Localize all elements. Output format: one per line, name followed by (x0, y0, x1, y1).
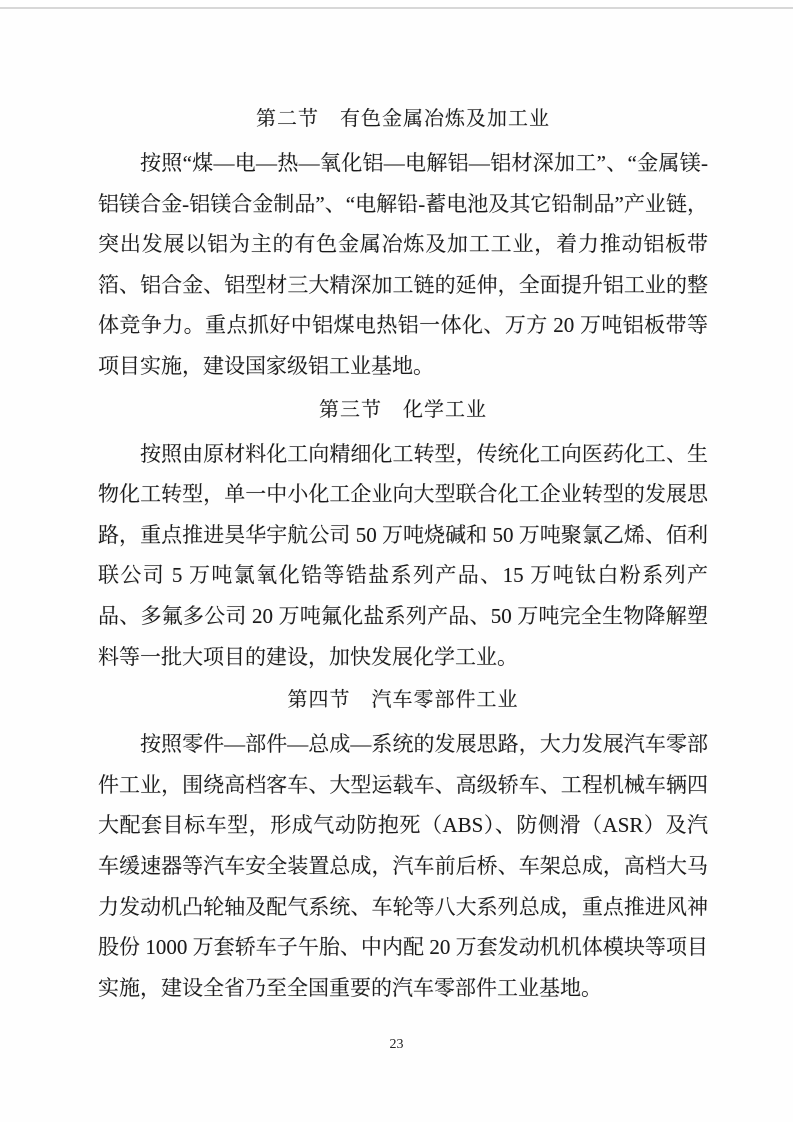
page-number: 23 (389, 1037, 404, 1052)
scan-edge-artifact (0, 7, 793, 9)
section-heading-nonferrous-metals: 第二节 有色金属冶炼及加工业 (256, 108, 550, 130)
section-heading-chemical-industry: 第三节 化学工业 (319, 398, 487, 421)
section-paragraph-nonferrous-metals: 按照“煤—电—热—氧化铝—电解铝—铝材深加工”、“金属镁-铝镁合金-铝镁合金制品”、“电解铅-蓄电池及其它铅制品”产业链，突出发展以铝为主的有色金属冶炼及加工工业，着力推动铝板带箔、铝合金、铝型材三大精深加工链的延伸，全面提升铝工业的整体竞争力。重点抓好中铝煤电热铝一体化、万方 20 万吨铝板带等项目实施，建设国家级铝工业基地。 (98, 151, 708, 378)
section-heading-auto-parts: 第四节 汽车零部件工业 (287, 689, 519, 712)
page-content (98, 96, 708, 1008)
section-paragraph-auto-parts: 按照零件—部件—总成—系统的发展思路，大力发展汽车零部件工业，围绕高档客车、大型运载车、高级轿车、工程机械车辆四大配套目标车型，形成气动防抱死（ABS）、防侧滑（ASR）及汽车缓速器等汽车安全装置总成，汽车前后桥、车架总成，高档大马力发动机凸轮轴及配气系统、车轮等八大系列总成，重点推进风神股份 1000 万套轿车子午胎、中内配 20 万套发动机机体模块等项目实施，建设全省乃至全国重要的汽车零部件工业基地。 (98, 732, 708, 1000)
section-paragraph-chemical-industry: 按照由原材料化工向精细化工转型，传统化工向医药化工、生物化工转型，单一中小化工企业向大型联合化工企业转型的发展思路，重点推进昊华宇航公司 50 万吨烧碱和 50 万吨聚氯乙烯、佰利联公司 5 万吨氯氧化锆等锆盐系列产品、15 万吨钛白粉系列产品、多氟多公司 20 万吨氟化盐系列产品、50 万吨完全生物降解塑料等一批大项目的建设，加快发展化学工业。 (98, 441, 708, 669)
